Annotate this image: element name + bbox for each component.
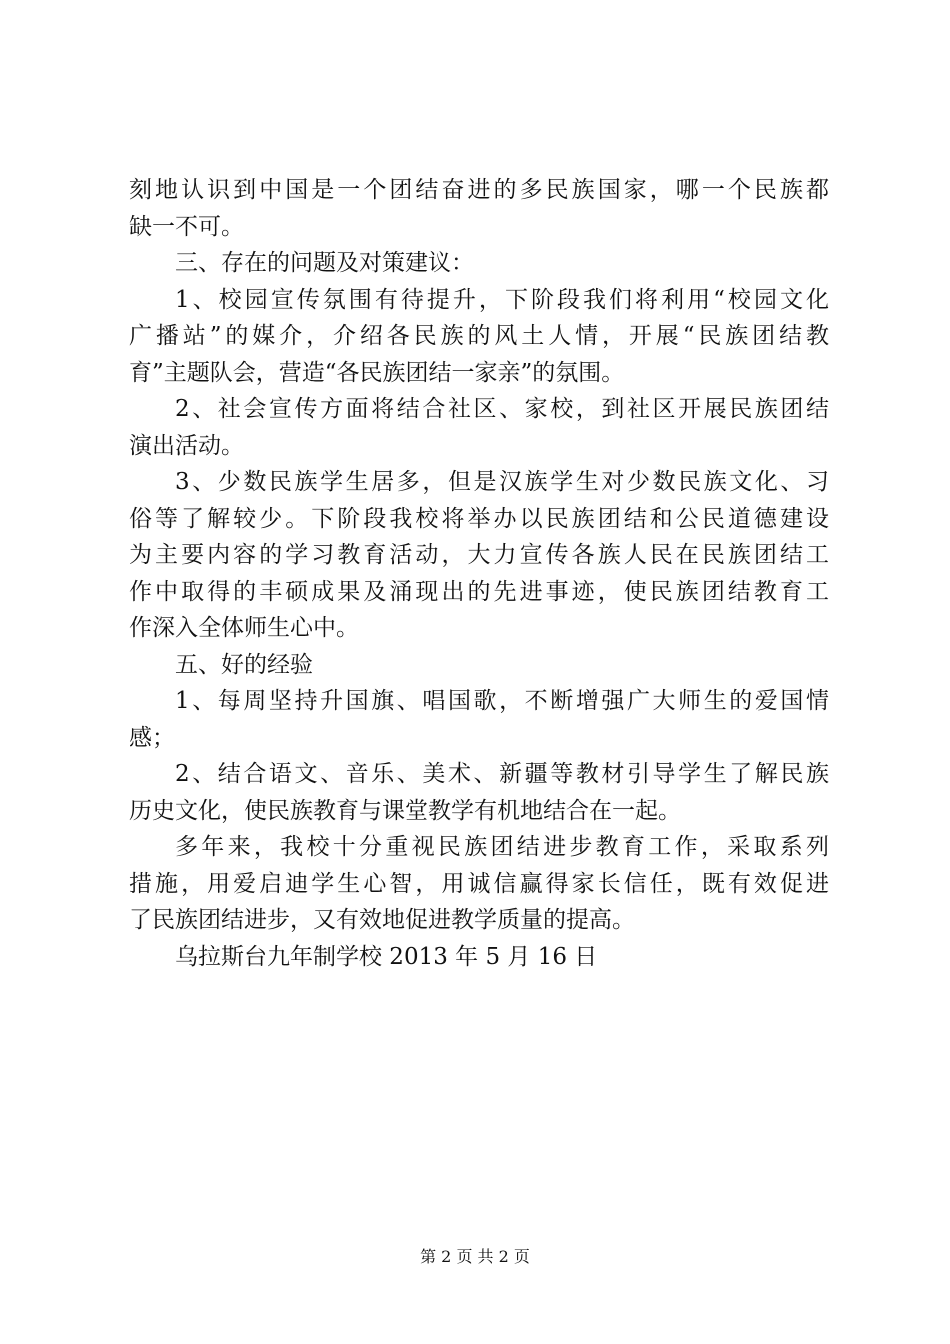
text-line: 1、每周坚持升国旗、唱国歌，不断增强广大师生的爱国情 <box>175 688 829 714</box>
text-line: 为主要内容的学习教育活动，大力宣传各族人民在民族团结工 <box>129 542 829 568</box>
text-line: 刻地认识到中国是一个团结奋进的多民族国家，哪一个民族都 <box>129 177 829 203</box>
text-line: 多年来，我校十分重视民族团结进步教育工作，采取系列 <box>175 834 829 860</box>
text-line: 演出活动。 <box>129 432 244 459</box>
page-number-footer: 第 2 页 共 2 页 <box>420 1247 530 1266</box>
text-line: 2、结合语文、音乐、美术、新疆等教材引导学生了解民族 <box>175 761 829 787</box>
text-line: 了民族团结进步，又有效地促进教学质量的提高。 <box>129 907 635 933</box>
text-line: 作深入全体师生心中。 <box>129 615 359 641</box>
text-line: 措施，用爱启迪学生心智，用诚信赢得家长信任，既有效促进 <box>129 870 829 897</box>
document-body <box>129 172 829 975</box>
signature-date-line: 乌拉斯台九年制学校 2013 年 5 月 16 日 <box>175 943 598 970</box>
text-line: 作中取得的丰硕成果及涌现出的先进事迹，使民族团结教育工 <box>129 578 829 605</box>
text-line: 缺一不可。 <box>129 213 244 240</box>
text-line: 2、社会宣传方面将结合社区、家校，到社区开展民族团结 <box>175 396 829 422</box>
section-heading-experience: 五、好的经验 <box>175 651 313 678</box>
text-line: 育”主题队会，营造“各民族团结一家亲”的氛围。 <box>129 359 625 386</box>
text-line: 广播站”的媒介，介绍各民族的风土人情，开展“民族团结教 <box>129 323 829 349</box>
text-line: 俗等了解较少。下阶段我校将举办以民族团结和公民道德建设 <box>129 505 829 532</box>
section-heading-problems: 三、存在的问题及对策建议： <box>175 250 474 276</box>
text-line: 1、校园宣传氛围有待提升，下阶段我们将利用“校园文化 <box>175 286 829 313</box>
text-line: 3、少数民族学生居多，但是汉族学生对少数民族文化、习 <box>175 469 829 495</box>
text-line: 历史文化，使民族教育与课堂教学有机地结合在一起。 <box>129 797 681 824</box>
text-line: 感； <box>129 724 175 751</box>
